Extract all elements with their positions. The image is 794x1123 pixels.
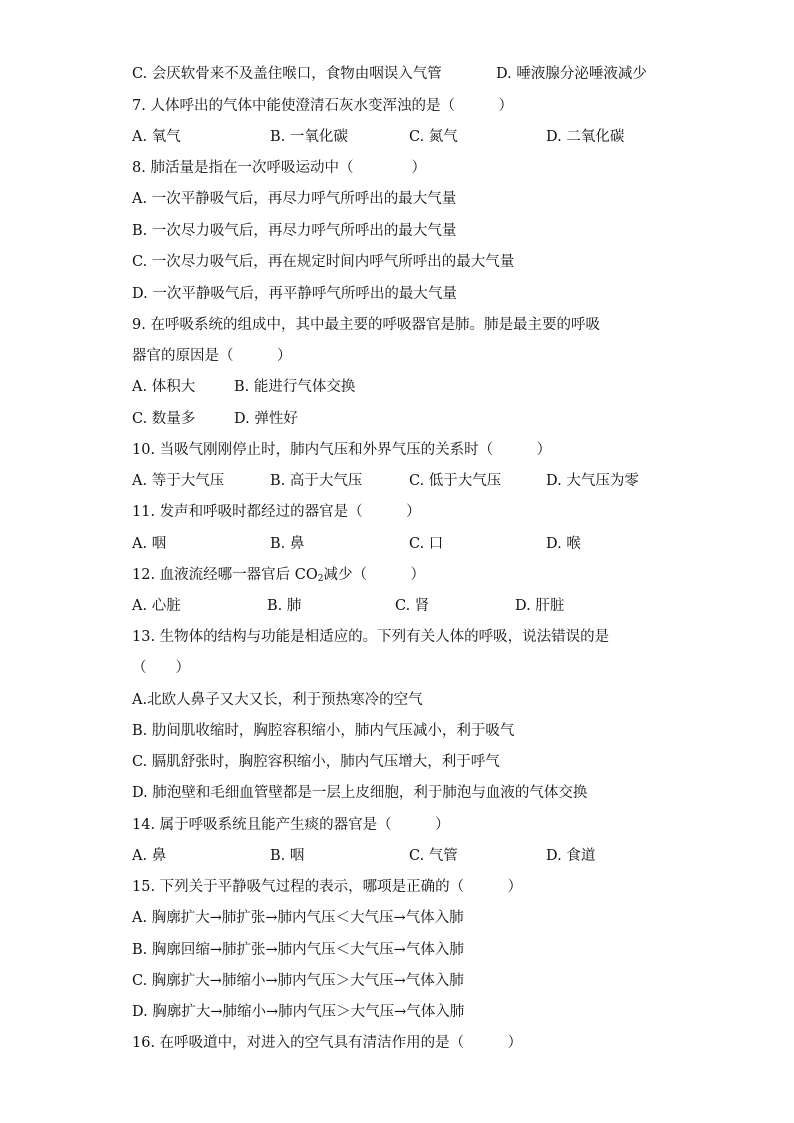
q8-option-a: A. 一次平静吸气后，再尽力呼气所呼出的最大气量 bbox=[132, 191, 457, 207]
q13-option-a: A.北欧人鼻子又大又长，利于预热寒冷的空气 bbox=[132, 692, 423, 708]
q12-subscript: 2 bbox=[317, 574, 324, 584]
q12-option-a: A. 心脏 bbox=[132, 598, 181, 614]
q7-option-b: B. 一氧化碳 bbox=[270, 129, 348, 145]
q14-option-d: D. 食道 bbox=[546, 848, 596, 864]
q16-stem: 16. 在呼吸道中，对进入的空气具有清洁作用的是（ ） bbox=[132, 1035, 523, 1051]
q10-option-c: C. 低于大气压 bbox=[409, 473, 502, 489]
q9-option-c: C. 数量多 bbox=[132, 411, 196, 427]
q11-option-d: D. 喉 bbox=[546, 536, 581, 552]
q9-option-a: A. 体积大 bbox=[132, 379, 196, 395]
q12-stem-tail: 减少（ ） bbox=[323, 567, 425, 583]
q15-stem: 15. 下列关于平静吸气过程的表示，哪项是正确的（ ） bbox=[132, 879, 523, 895]
q12-option-b: B. 肺 bbox=[267, 598, 302, 614]
q13-option-b: B. 肋间肌收缩时，胸腔容积缩小，肺内气压减小，利于吸气 bbox=[132, 723, 515, 739]
q11-option-c: C. 口 bbox=[409, 536, 444, 552]
q10-stem: 10. 当吸气刚刚停止时，肺内气压和外界气压的关系时（ ） bbox=[132, 442, 552, 458]
q13-option-c: C. 膈肌舒张时，胸腔容积缩小，肺内气压增大，利于呼气 bbox=[132, 754, 500, 770]
q6-option-c: C. 会厌软骨来不及盖住喉口，食物由咽误入气管 bbox=[132, 66, 442, 82]
q7-option-d: D. 二氧化碳 bbox=[546, 129, 625, 145]
q8-option-d: D. 一次平静吸气后，再平静呼气所呼出的最大气量 bbox=[132, 286, 457, 302]
q7-option-a: A. 氧气 bbox=[132, 129, 181, 145]
q9-option-d: D. 弹性好 bbox=[234, 411, 298, 427]
q15-option-c: C. 胸廓扩大→肺缩小→肺内气压＞大气压→气体入肺 bbox=[132, 973, 464, 989]
q9-stem: 9. 在呼吸系统的组成中，其中最主要的呼吸器官是肺。肺是最主要的呼吸 bbox=[132, 317, 600, 333]
q8-stem: 8. 肺活量是指在一次呼吸运动中（ ） bbox=[132, 160, 426, 176]
q10-option-d: D. 大气压为零 bbox=[546, 473, 639, 489]
q9-stem-continued: 器官的原因是（ ） bbox=[132, 348, 292, 364]
q15-option-a: A. 胸廓扩大→肺扩张→肺内气压＜大气压→气体入肺 bbox=[132, 910, 464, 926]
q14-stem: 14. 属于呼吸系统且能产生痰的器官是（ ） bbox=[132, 817, 450, 833]
q15-option-b: B. 胸廓回缩→肺扩张→肺内气压＜大气压→气体入肺 bbox=[132, 942, 464, 958]
q12-option-d: D. 肝脏 bbox=[515, 598, 565, 614]
q6-option-d: D. 唾液腺分泌唾液减少 bbox=[496, 66, 647, 82]
q13-option-d: D. 肺泡壁和毛细血管壁都是一层上皮细胞，利于肺泡与血液的气体交换 bbox=[132, 785, 588, 801]
q14-option-b: B. 咽 bbox=[270, 848, 305, 864]
q8-option-c: C. 一次尽力吸气后，再在规定时间内呼气所呼出的最大气量 bbox=[132, 254, 515, 270]
q11-option-b: B. 鼻 bbox=[270, 536, 305, 552]
q11-option-a: A. 咽 bbox=[132, 536, 167, 552]
q7-option-c: C. 氮气 bbox=[409, 129, 458, 145]
q9-option-b: B. 能进行气体交换 bbox=[234, 379, 356, 395]
q11-stem: 11. 发声和呼吸时都经过的器官是（ ） bbox=[132, 504, 421, 520]
q8-option-b: B. 一次尽力吸气后，再尽力呼气所呼出的最大气量 bbox=[132, 223, 457, 239]
q14-option-c: C. 气管 bbox=[409, 848, 458, 864]
q15-option-d: D. 胸廓扩大→肺缩小→肺内气压＞大气压→气体入肺 bbox=[132, 1004, 465, 1020]
q12-stem bbox=[132, 564, 425, 586]
q12-option-c: C. 肾 bbox=[395, 598, 430, 614]
q10-option-b: B. 高于大气压 bbox=[270, 473, 363, 489]
q14-option-a: A. 鼻 bbox=[132, 848, 167, 864]
q13-stem: 13. 生物体的结构与功能是相适应的。下列有关人体的呼吸，说法错误的是 bbox=[132, 629, 610, 645]
q7-stem: 7. 人体呼出的气体中能使澄清石灰水变浑浊的是（ ） bbox=[132, 98, 513, 114]
q10-option-a: A. 等于大气压 bbox=[132, 473, 225, 489]
q12-stem-text: 12. 血液流经哪一器官后 CO bbox=[132, 567, 318, 583]
q13-stem-continued: （ ） bbox=[132, 660, 190, 676]
